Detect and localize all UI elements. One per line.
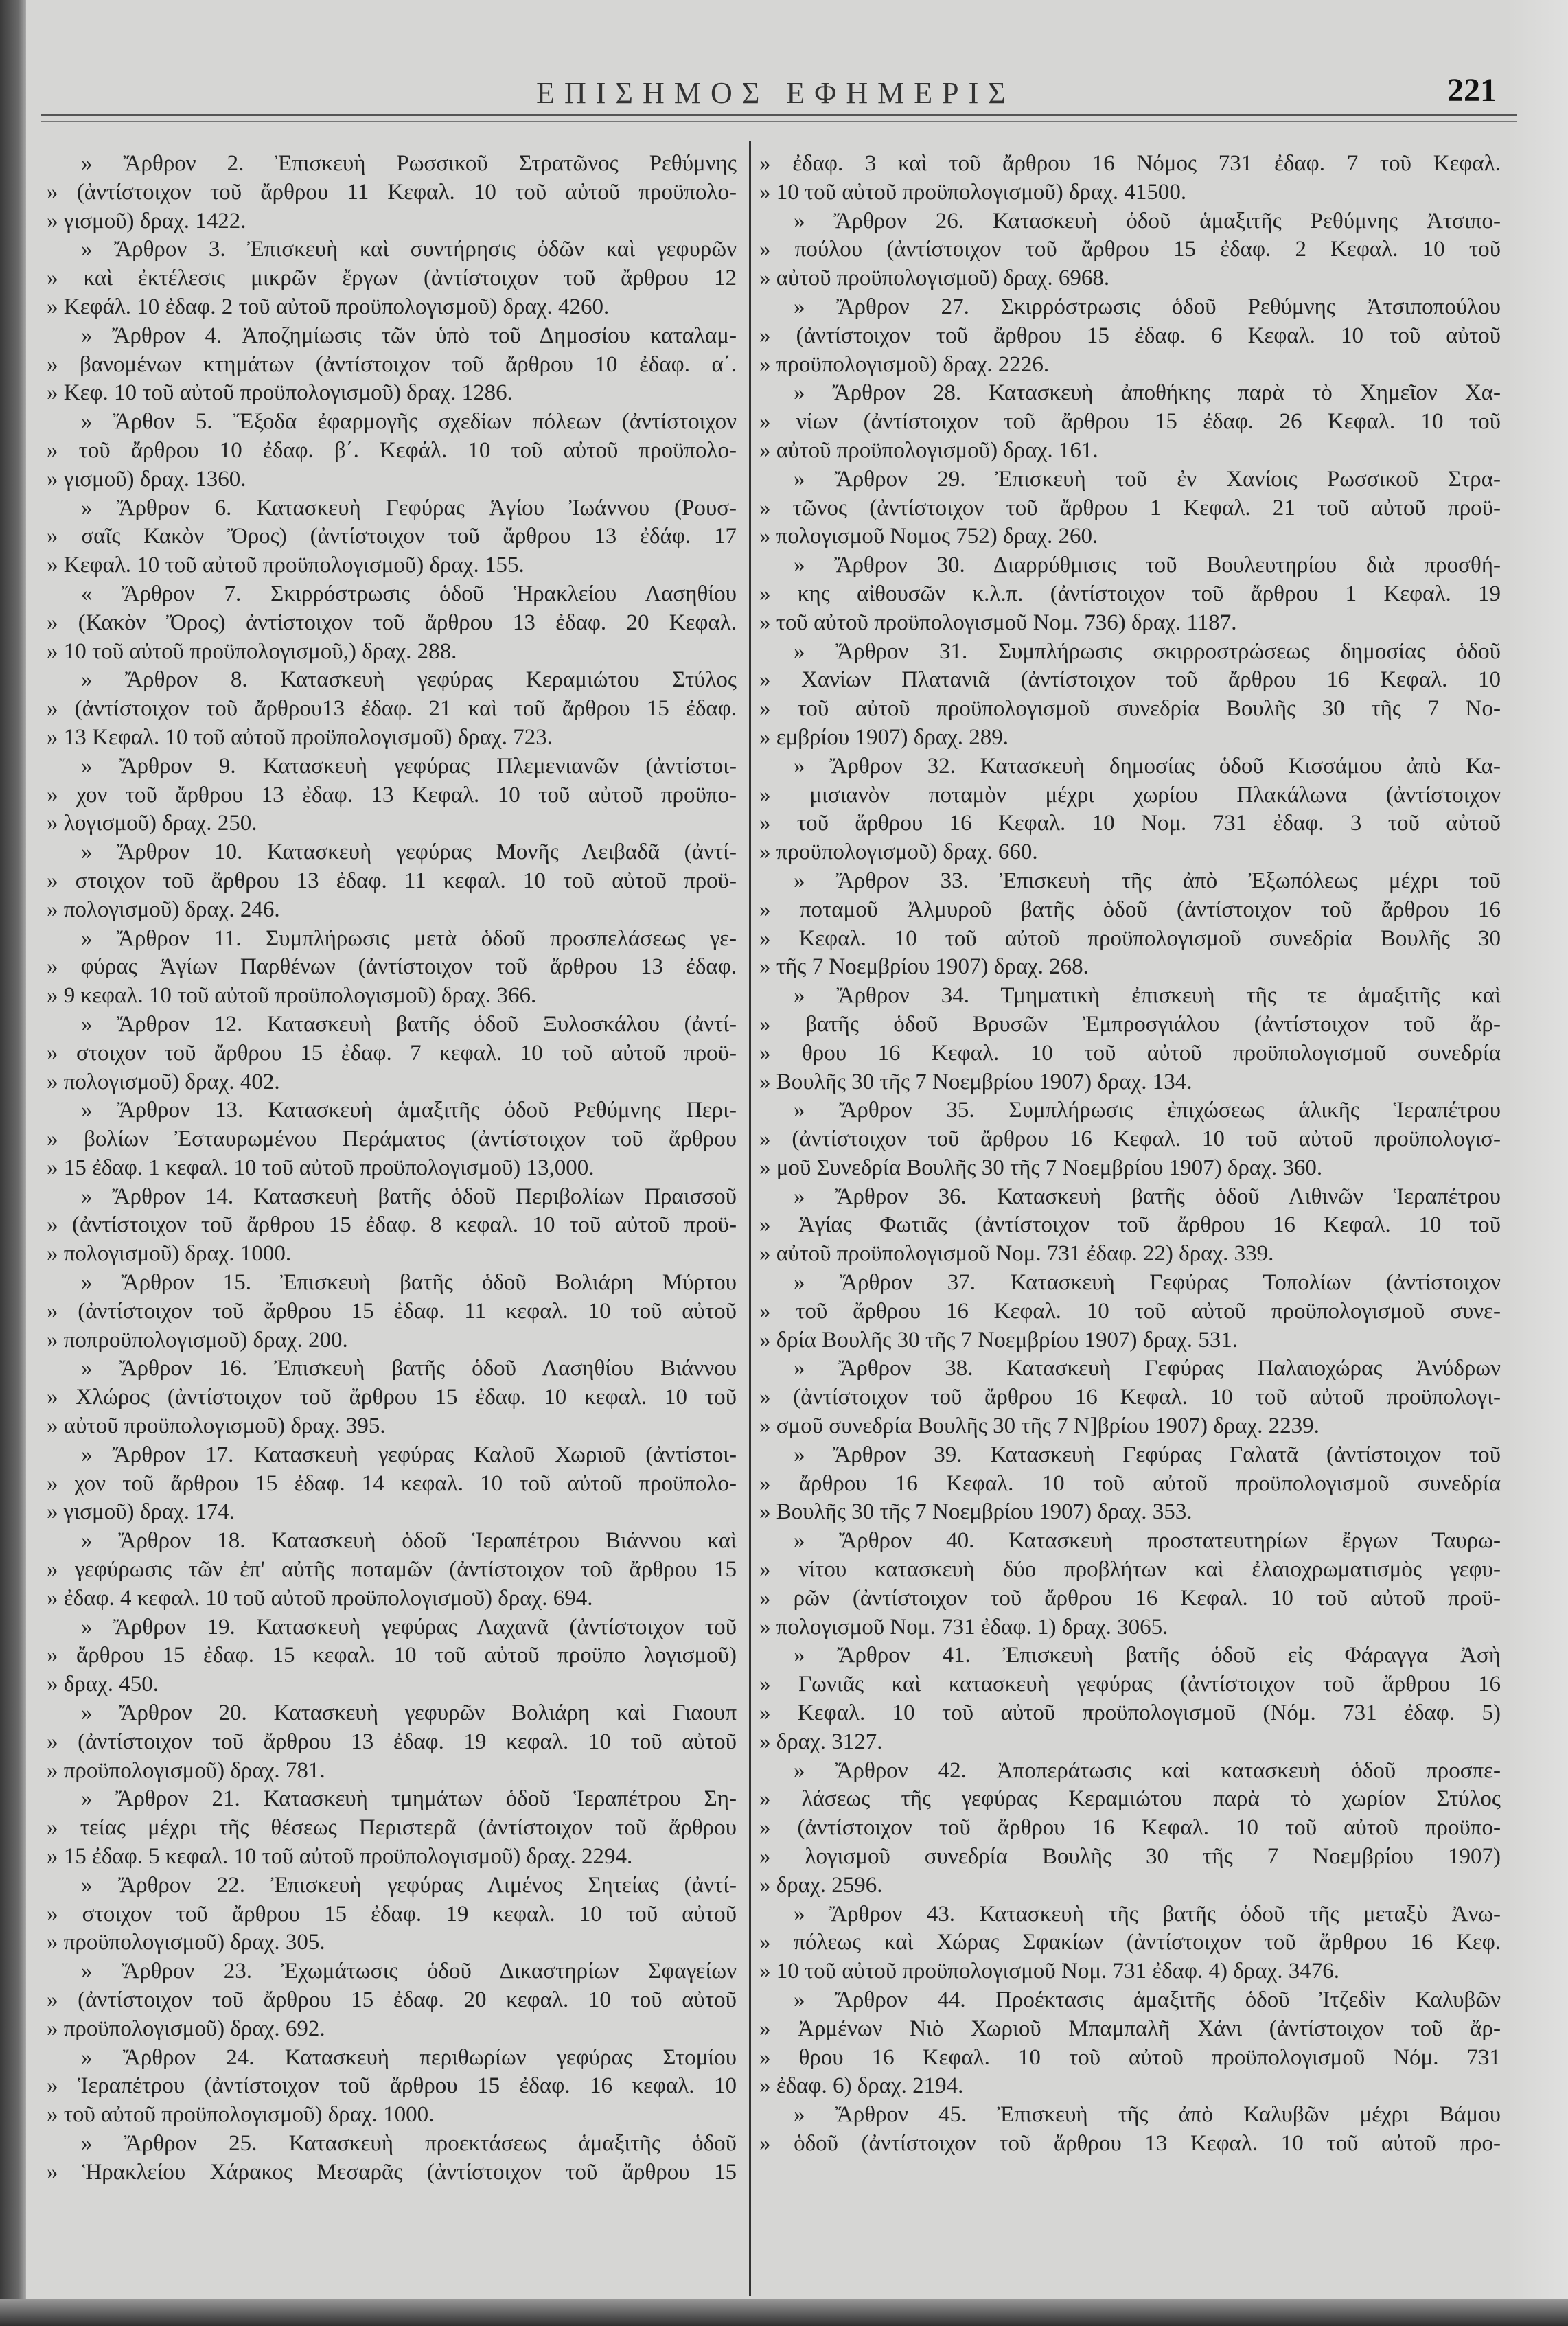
text-line: » Ἄρθρον 19. Κατασκευὴ γεφύρας Λαχανᾶ (ἀντίστοιχον τοῦ [81,1614,737,1639]
text-line: » (ἀντίστοιχον τοῦ ἄρθρου 15 ἐδαφ. 6 Κεφαλ. 10 τοῦ αὐτοῦ [759,323,1501,348]
article-paragraph [47,666,737,752]
text-line: » (ἀντίστοιχον τοῦ ἄρθρου 15 ἐδαφ. 20 κεφαλ. 10 τοῦ αὐτοῦ [47,1988,737,2012]
text-line: » ἐδαφ. 6) δραχ. 2194. [759,2073,964,2099]
text-line: » χον τοῦ ἄρθρου 15 ἐδαφ. 14 κεφαλ. 10 τοῦ αὐτοῦ προϋπολο- [47,1471,737,1496]
text-line: » ποταμοῦ Ἀλμυροῦ βατῆς ὁδοῦ (ἀντίστοιχον τοῦ ἄρθρου 16 [759,897,1501,922]
text-line: » Ἄρθρον 14. Κατασκευὴ βατῆς ὁδοῦ Περιβολίων Πραισσοῦ [81,1184,737,1209]
text-line: » δραχ. 450. [47,1672,159,1697]
text-line: » Ἄρθρον 44. Προέκτασις ἁμαξιτῆς ὁδοῦ Ἰτζεδὶν Καλυβῶν [794,1988,1501,2012]
text-line: » ρῶν (ἀντίστοιχον τοῦ ἄρθρου 16 Κεφαλ. 10 τοῦ αὐτοῦ προϋ- [759,1585,1501,1611]
text-line: » προϋπολογισμοῦ) δραχ. 781. [47,1758,325,1783]
article-paragraph [759,1757,1501,1900]
text-line: » (ἀντίστοιχον τοῦ ἄρθρου 13 ἐδαφ. 19 κεφαλ. 10 τοῦ αὐτοῦ [47,1729,737,1754]
article-paragraph [47,1096,737,1182]
text-line: » Ἄρθρον 30. Διαρρύθμισις τοῦ Βουλευτηρίου διὰ προσθή- [794,553,1501,578]
text-line: » Ἄρθρον 23. Ἐχωμάτωσις ὁδοῦ Δικαστηρίων Σφαγείων [81,1959,737,1984]
text-line: » ἄρθρου 16 Κεφαλ. 10 τοῦ αὐτοῦ προϋπολογισμοῦ συνεδρία [759,1471,1501,1496]
page-shading [1506,0,1568,2326]
text-line: » Ἄρθρον 42. Ἀποπεράτωσις καὶ κατασκευὴ ὁδοῦ προσπε- [794,1758,1501,1783]
text-line: » Βουλῆς 30 τῆς 7 Νοεμβρίου 1907) δραχ. 353. [759,1499,1192,1525]
article-paragraph [759,1527,1501,1642]
article-paragraph [759,1900,1501,1986]
text-line: » 9 κεφαλ. 10 τοῦ αὐτοῦ προϋπολογισμοῦ) δραχ. 366. [47,983,537,1009]
text-line: » Ἄρθρον 25. Κατασκευὴ προεκτάσεως ἁμαξιτῆς ὁδοῦ [81,2130,737,2156]
right-column [759,150,1501,2158]
text-line: » Ἄρθρον 41. Ἐπισκευὴ βατῆς ὁδοῦ εἰς Φάραγγα Ἀσὴ [794,1643,1501,1668]
text-line: » 10 τοῦ αὐτοῦ προϋπολογισμοῦ) δραχ. 41500. [759,179,1187,205]
text-line: » Γωνιᾶς καὶ κατασκευὴ γεφύρας (ἀντίστοιχον τοῦ ἄρθρου 16 [759,1672,1501,1697]
article-paragraph [759,982,1501,1096]
text-line: » τοῦ αὐτοῦ προϋπολογισμοῦ) δραχ. 1000. [47,2102,435,2128]
text-line: » λογισμοῦ) δραχ. 250. [47,811,257,836]
text-line: » (ἀντίστοιχον τοῦ ἄρθρου13 ἐδαφ. 21 καὶ τοῦ ἄρθρου 15 ἐδαφ. [47,696,737,722]
text-line: » Ἄρθρον 8. Κατασκευὴ γεφύρας Κεραμιώτου Στύλος [81,667,737,693]
article-paragraph [759,1642,1501,1756]
text-line: » Ἄρθρον 45. Ἐπισκευὴ τῆς ἀπὸ Καλυβῶν μέχρι Βάμου [794,2102,1501,2128]
article-paragraph [47,1957,737,2043]
text-line: » Ἄρθρον 34. Τμηματικὴ ἐπισκευὴ τῆς τε ἁμαξιτῆς καὶ [794,983,1501,1009]
article-paragraph [759,551,1501,637]
text-line: » μοῦ Συνεδρία Βουλῆς 30 τῆς 7 Νοεμβρίου 1907) δραχ. 360. [759,1155,1323,1180]
text-line: » λάσεως τῆς γεφύρας Κεραμιώτου παρὰ τὸ χωρίον Στύλος [759,1786,1501,1812]
text-line: » τοῦ ἄρθρου 16 Κεφαλ. 10 τοῦ αὐτοῦ προϋπολογισμοῦ συνε- [759,1298,1501,1324]
text-line: » τῶνος (ἀντίστοιχον τοῦ ἄρθρου 1 Κεφαλ. 21 τοῦ αὐτοῦ προϋ- [759,495,1501,520]
text-line: » Ἄρθρον 26. Κατασκευὴ ὁδοῦ ἁμαξιτῆς Ρεθύμνης Ἀτσιπο- [794,208,1501,233]
text-line: » Ἄρθρον 3. Ἐπισκευὴ καὶ συντήρησις ὁδῶν καὶ γεφυρῶν [81,237,737,262]
article-paragraph [47,1269,737,1355]
text-line: » φύρας Ἁγίων Παρθένων (ἀντίστοιχον τοῦ ἄρθρου 13 ἐδαφ. [47,954,737,980]
text-line: » Ἱεραπέτρου (ἀντίστοιχον τοῦ ἄρθρου 15 ἐδαφ. 16 κεφαλ. 10 [47,2073,737,2099]
text-line: » δραχ. 2596. [759,1872,883,1898]
text-line: » βατῆς ὁδοῦ Βρυσῶν Ἐμπροσγιάλου (ἀντίστοιχον τοῦ ἄρ- [759,1011,1501,1037]
article-paragraph [759,2101,1501,2158]
text-line: » Ἄρθον 5. Ἔξοδα ἐφαρμογῆς σχεδίων πόλεων (ἀντίστοιχον [81,409,737,435]
text-line: » προϋπολογισμοῦ) δραχ. 2226. [759,352,1050,377]
text-line: » Ἄρθρον 24. Κατασκευὴ περιθωρίων γεφύρας Στομίου [81,2045,737,2070]
text-line: » Ἄρθρον 9. Κατασκευὴ γεφύρας Πλεμενιανῶν (ἀντίστοι- [81,753,737,779]
text-line: » τοῦ αὐτοῦ προϋπολογισμοῦ συνεδρία Βουλῆς 30 τῆς 7 Νο- [759,696,1501,722]
text-line: » Κεφ. 10 τοῦ αὐτοῦ προϋπολογισμοῦ) δραχ. 1286. [47,380,513,406]
article-paragraph [47,752,737,838]
text-line: » Βουλῆς 30 τῆς 7 Νοεμβρίου 1907) δραχ. 134. [759,1069,1192,1094]
text-line: » Ἄρθρον 43. Κατασκευὴ τῆς βατῆς ὁδοῦ τῆς μεταξὺ Ἀνω- [794,1901,1501,1926]
text-line: » τείας μέχρι τῆς θέσεως Περιστερᾶ (ἀντίστοιχον τοῦ ἄρθρου [47,1815,737,1841]
text-line: » αὐτοῦ προϋπολογισμοῦ) δραχ. 161. [759,437,1098,463]
text-line: » πολογισμοῦ) δραχ. 402. [47,1069,280,1094]
text-line: » ἄρθρου 15 ἐδαφ. 15 κεφαλ. 10 τοῦ αὐτοῦ προϋπο λογισμοῦ) [47,1643,737,1668]
article-paragraph [47,1872,737,1957]
text-line: » πόλεως καὶ Χώρας Σφακίων (ἀντίστοιχον τοῦ ἄρθρου 16 Κεφ. [759,1930,1501,1955]
text-line: » Ἄρθρον 37. Κατασκευὴ Γεφύρας Τοπολίων (ἀντίστοιχον [794,1270,1501,1296]
text-line: » Ἡρακλείου Χάρακος Μεσαρᾶς (ἀντίστοιχον τοῦ ἄρθρου 15 [47,2159,737,2185]
article-paragraph [47,1613,737,1699]
text-line: » (ἀντίστοιχον τοῦ ἄρθρου 16 Κεφαλ. 10 τοῦ αὐτοῦ προϋπο- [759,1815,1501,1841]
article-paragraph [759,1269,1501,1355]
text-line: » Ἄρθρον 31. Συμπλήρωσις σκιρροστρώσεως δημοσίας ὁδοῦ [794,638,1501,664]
text-line: » βολίων Ἐσταυρωμένου Περάματος (ἀντίστοιχον τοῦ ἄρθρου [47,1127,737,1152]
text-line: » πούλου (ἀντίστοιχον τοῦ ἄρθρου 15 ἐδαφ. 2 Κεφαλ. 10 τοῦ [759,237,1501,262]
text-line: » Ἄρθρον 13. Κατασκευὴ ἁμαξιτῆς ὁδοῦ Ρεθύμνης Περι- [81,1098,737,1123]
text-line: » αὐτοῦ προϋπολογισμοῦ) δραχ. 395. [47,1414,386,1439]
article-paragraph [759,752,1501,867]
text-line: » Ἄρθρον 33. Ἐπισκευὴ τῆς ἀπὸ Ἐξωπόλεως μέχρι τοῦ [794,868,1501,893]
text-line: » Ἄρθρον 11. Συμπλήρωσις μετὰ ὁδοῦ προσπελάσεως γε- [81,925,737,951]
text-line: » πολογισμοῦ) δραχ. 1000. [47,1241,292,1267]
text-line: » σαῖς Κακὸν Ὄρος) (ἀντίστοιχον τοῦ ἄρθρου 13 ἐδάφ. 17 [47,524,737,549]
text-line: » 10 τοῦ αὐτοῦ προϋπολογισμοῦ Νομ. 731 ἐδαφ. 4) δραχ. 3476. [759,1959,1339,1984]
text-line: » πολογισμοῦ Νομος 752) δραχ. 260. [759,524,1098,549]
article-paragraph [759,207,1501,293]
article-paragraph [47,925,737,1011]
text-line: » (ἀντίστοιχον τοῦ ἄρθρου 15 ἐδαφ. 8 κεφαλ. 10 τοῦ αὐτοῦ προϋ- [47,1212,737,1238]
text-line: » (ἀντίστοιχον τοῦ ἄρθρου 16 Κεφαλ. 10 τοῦ αὐτοῦ προϋπολογι- [759,1385,1501,1410]
text-line: » δρία Βουλῆς 30 τῆς 7 Νοεμβρίου 1907) δραχ. 531. [759,1327,1238,1352]
text-line: » γισμοῦ) δραχ. 1360. [47,466,246,492]
text-line: » (ἀντίστοιχον τοῦ ἄρθρου 16 Κεφαλ. 10 τοῦ αὐτοῦ προϋπολογισ- [759,1127,1501,1152]
text-line: » προϋπολογισμοῦ) δραχ. 660. [759,840,1038,865]
newspaper-title: ΕΠΙΣΗΜΟΣ ΕΦΗΜΕΡΙΣ [536,76,1015,110]
article-paragraph [759,293,1501,379]
text-line: » τῆς 7 Νοεμβρίου 1907) δραχ. 268. [759,954,1089,980]
text-line: » Ἄρθρον 18. Κατασκευὴ ὁδοῦ Ἱεραπέτρου Βιάννου καὶ [81,1528,737,1554]
text-line: » Ἄρθρον 29. Ἐπισκευὴ τοῦ ἐν Χανίοις Ρωσσικοῦ Στρα- [794,466,1501,492]
text-line: » Κεφαλ. 10 τοῦ αὐτοῦ προϋπολογισμοῦ συνεδρία Βουλῆς 30 [759,925,1501,951]
text-line: » Ἄρθρον 15. Ἐπισκευὴ βατῆς ὁδοῦ Βολιάρη Μύρτου [81,1270,737,1296]
article-paragraph [759,638,1501,752]
article-paragraph [759,1441,1501,1527]
article-paragraph [47,2044,737,2130]
article-paragraph [47,2130,737,2187]
text-line: » δραχ. 3127. [759,1729,883,1754]
text-line: » 13 Κεφαλ. 10 τοῦ αὐτοῦ προϋπολογισμοῦ) δραχ. 723. [47,724,553,750]
text-line: » θρου 16 Κεφαλ. 10 τοῦ αὐτοῦ προϋπολογισμοῦ συνεδρία [759,1040,1501,1066]
text-line: » Ἄρθρον 39. Κατασκευὴ Γεφύρας Γαλατᾶ (ἀντίστοιχον τοῦ [794,1442,1501,1467]
text-line: » γισμοῦ) δραχ. 174. [47,1499,235,1525]
article-paragraph [47,322,737,408]
text-line: » Ἄρθρον 40. Κατασκευὴ προστατευτηρίων ἔργων Ταυρω- [794,1528,1501,1554]
text-line: » γεφύρωσις τῶν ἐπ' αὐτῆς ποταμῶν (ἀντίστοιχον τοῦ ἄρθρου 15 [47,1557,737,1582]
article-paragraph [759,1355,1501,1440]
text-line: » Κεφαλ. 10 τοῦ αὐτοῦ προϋπολογισμοῦ (Νόμ. 731 ἐδαφ. 5) [759,1701,1501,1726]
article-paragraph [759,379,1501,465]
text-line: » Ἄρθρον 4. Ἀποζημίωσις τῶν ὑπὸ τοῦ Δημοσίου καταλαμ- [81,323,737,348]
text-line: » ποπροϋπολογισμοῦ) δραχ. 200. [47,1327,348,1352]
article-paragraph [759,1183,1501,1269]
text-line: » στοιχον τοῦ ἄρθρου 15 ἐδαφ. 7 κεφαλ. 10 τοῦ αὐτοῦ προϋ- [47,1040,737,1066]
page-header [41,69,1510,110]
text-line: » σμοῦ συνεδρία Βουλῆς 30 τῆς 7 Ν]βρίου 1907) δραχ. 2239. [759,1414,1319,1439]
text-line: » βανομένων κτημάτων (ἀντίστοιχον τοῦ ἄρθρου 10 ἐδαφ. α΄. [47,352,737,377]
text-line: » Ἀρμένων Νιὸ Χωριοῦ Μπαμπαλῆ Χάνι (ἀντίστοιχον τοῦ ἄρ- [759,2016,1501,2041]
page-binding-edge [0,0,26,2326]
text-line: » Ἄρθρον 17. Κατασκευὴ γεφύρας Καλοῦ Χωριοῦ (ἀντίστοι- [81,1442,737,1467]
text-line: » αὐτοῦ προϋπολογισμοῦ) δραχ. 6968. [759,266,1110,291]
text-line: » Ἄρθρον 12. Κατασκευὴ βατῆς ὁδοῦ Ξυλοσκάλου (ἀντί- [81,1011,737,1037]
text-line: » (ἀντίστοιχον τοῦ ἄρθρου 15 ἐδαφ. 11 κεφαλ. 10 τοῦ αὐτοῦ [47,1298,737,1324]
article-paragraph [47,1699,737,1785]
text-line: » Χλώρος (ἀντίστοιχον τοῦ ἄρθρου 15 ἐδαφ. 10 κεφαλ. 10 τοῦ [47,1385,737,1410]
text-line: » τοῦ ἄρθρου 16 Κεφαλ. 10 Νομ. 731 ἐδαφ. 3 τοῦ αὐτοῦ [759,811,1501,836]
text-line: » ἐδαφ. 3 καὶ τοῦ ἄρθρου 16 Νόμος 731 ἐδαφ. 7 τοῦ Κεφαλ. [759,151,1501,176]
text-line: » Ἄρθρον 38. Κατασκευὴ Γεφύρας Παλαιοχώρας Ἀνύδρων [794,1356,1501,1381]
article-paragraph [759,1986,1501,2101]
article-paragraph [47,408,737,494]
page-number: 221 [1447,72,1497,108]
article-paragraph [759,465,1501,551]
text-line: » Ἄρθρον 35. Συμπλήρωσις ἐπιχώσεως ἁλικῆς Ἱεραπέτρου [794,1098,1501,1123]
article-paragraph [47,494,737,580]
text-line: » Ἁγίας Φωτιᾶς (ἀντίστοιχον τοῦ ἄρθρου 16 Κεφαλ. 10 τοῦ [759,1212,1501,1238]
text-line: » Ἄρθρον 20. Κατασκευὴ γεφυρῶν Βολιάρη καὶ Γιαουπ [81,1701,737,1726]
text-line: » κης αἰθουσῶν κ.λ.π. (ἀντίστοιχον τοῦ ἄρθρου 1 Κεφαλ. 19 [759,581,1501,606]
article-paragraph [47,580,737,666]
article-paragraph [47,838,737,924]
text-line: » ἐδαφ. 4 κεφαλ. 10 τοῦ αὐτοῦ προϋπολογισμοῦ) δραχ. 694. [47,1585,593,1611]
text-line: » Ἄρθρον 22. Ἐπισκευὴ γεφύρας Λιμένος Σητείας (ἀντί- [81,1872,737,1898]
text-line: » τοῦ αὐτοῦ προϋπολογισμοῦ Νομ. 736) δραχ. 1187. [759,610,1237,635]
text-line: » προϋπολογισμοῦ) δραχ. 305. [47,1930,325,1955]
text-line: » Ἄρθρον 36. Κατασκευὴ βατῆς ὁδοῦ Λιθινῶν Ἱεραπέτρου [794,1184,1501,1209]
text-line: » ὁδοῦ (ἀντίστοιχον τοῦ ἄρθρου 13 Κεφαλ. 10 τοῦ αὐτοῦ προ- [759,2130,1501,2156]
page-bottom-edge [0,2299,1568,2326]
text-line: » (ἀντίστοιχον τοῦ ἄρθρου 11 Κεφαλ. 10 τοῦ αὐτοῦ προϋπολο- [47,179,737,205]
text-line: » καὶ ἐκτέλεσις μικρῶν ἔργων (ἀντίστοιχον τοῦ ἄρθρου 12 [47,266,737,291]
text-line: » μισιανὸν ποταμὸν μέχρι χωρίου Πλακάλωνα (ἀντίστοιχον [759,782,1501,807]
text-line: » Κεφάλ. 10 ἐδαφ. 2 τοῦ αὐτοῦ προϋπολογισμοῦ) δραχ. 4260. [47,294,610,319]
header-rule [41,114,1517,122]
text-line: » Κεφαλ. 10 τοῦ αὐτοῦ προϋπολογισμοῦ) δραχ. 155. [47,553,524,578]
article-paragraph [47,1527,737,1613]
text-line: » 15 ἐδαφ. 1 κεφαλ. 10 τοῦ αὐτοῦ προϋπολογισμοῦ) 13,000. [47,1155,595,1180]
text-line: » Ἄρθρον 10. Κατασκευὴ γεφύρας Μονῆς Λειβαδᾶ (ἀντί- [81,840,737,865]
text-line: » νίων (ἀντίστοιχον τοῦ ἄρθρου 15 ἐδαφ. 26 Κεφαλ. 10 τοῦ [759,409,1501,435]
text-line: » λογισμοῦ συνεδρία Βουλῆς 30 τῆς 7 Νοεμβρίου 1907) [759,1844,1501,1869]
text-line: » 10 τοῦ αὐτοῦ προϋπολογισμοῦ,) δραχ. 288. [47,638,457,664]
article-paragraph [47,1441,737,1527]
text-line: » στοιχον τοῦ ἄρθρου 15 ἐδαφ. 19 κεφαλ. 10 τοῦ αὐτοῦ [47,1901,737,1926]
article-paragraph [47,1011,737,1096]
text-line: » Ἄρθρον 32. Κατασκευὴ δημοσίας ὁδοῦ Κισσάμου ἀπὸ Κα- [794,753,1501,779]
article-paragraph [47,1183,737,1269]
left-column [47,150,737,2187]
article-paragraph [759,867,1501,982]
text-line: » Ἄρθρον 16. Ἐπισκευὴ βατῆς ὁδοῦ Λασηθίου Βιάννου [81,1356,737,1381]
article-paragraph [47,235,737,321]
article-paragraph [759,150,1501,207]
text-line: » στοιχον τοῦ ἄρθρου 13 ἐδαφ. 11 κεφαλ. 10 τοῦ αὐτοῦ προϋ- [47,868,737,893]
text-line: » Χανίων Πλατανιᾶ (ἀντίστοιχον τοῦ ἄρθρου 16 Κεφαλ. 10 [759,667,1501,693]
text-line: » Ἄρθρον 21. Κατασκευὴ τμημάτων ὁδοῦ Ἱεραπέτρου Ση- [81,1786,737,1812]
article-paragraph [47,1355,737,1440]
article-paragraph [759,1096,1501,1182]
text-line: » εμβρίου 1907) δραχ. 289. [759,724,1008,750]
text-line: » νίτου κατασκευὴ δύο προβλήτων καὶ ἐλαιοχρωματισμὸς γεφυ- [759,1557,1501,1582]
text-line: » Ἄρθρον 6. Κατασκευὴ Γεφύρας Ἁγίου Ἰωάννου (Ρουσ- [81,495,737,520]
text-line: » θρου 16 Κεφαλ. 10 τοῦ αὐτοῦ προϋπολογισμοῦ Νόμ. 731 [759,2045,1501,2070]
article-paragraph [47,1785,737,1871]
article-paragraph [47,150,737,235]
text-line: » 15 ἐδαφ. 5 κεφαλ. 10 τοῦ αὐτοῦ προϋπολογισμοῦ) δραχ. 2294. [47,1844,633,1869]
text-line: » πολογισμοῦ Νομ. 731 ἐδαφ. 1) δραχ. 3065. [759,1614,1168,1639]
text-line: » τοῦ ἄρθρου 10 ἐδαφ. β΄. Κεφάλ. 10 τοῦ αὐτοῦ προϋπολο- [47,437,737,463]
text-line: » Ἄρθρον 28. Κατασκευὴ ἀποθήκης παρὰ τὸ Χημεῖον Χα- [794,380,1501,406]
text-line: » προϋπολογισμοῦ) δραχ. 692. [47,2016,325,2041]
text-line: » γισμοῦ) δραχ. 1422. [47,208,246,233]
text-line: « Ἄρθρον 7. Σκιρρόστρωσις ὁδοῦ Ἡρακλείου Λασηθίου [81,581,737,606]
column-divider [749,141,751,2296]
text-line: » Ἄρθρον 2. Ἐπισκευὴ Ρωσσικοῦ Στρατῶνος Ρεθύμνης [81,151,737,176]
text-line: » αὐτοῦ προϋπολογισμοῦ Νομ. 731 ἐδαφ. 22) δραχ. 339. [759,1241,1274,1267]
text-line: » χον τοῦ ἄρθρου 13 ἐδαφ. 13 Κεφαλ. 10 τοῦ αὐτοῦ προϋπο- [47,782,737,807]
text-line: » (Κακὸν Ὄρος) ἀντίστοιχον τοῦ ἄρθρου 13 ἐδαφ. 20 Κεφαλ. [47,610,737,635]
text-line: » πολογισμοῦ) δραχ. 246. [47,897,280,922]
text-line: » Ἄρθρον 27. Σκιρρόστρωσις ὁδοῦ Ρεθύμνης Ἀτσιποπούλου [794,294,1501,319]
